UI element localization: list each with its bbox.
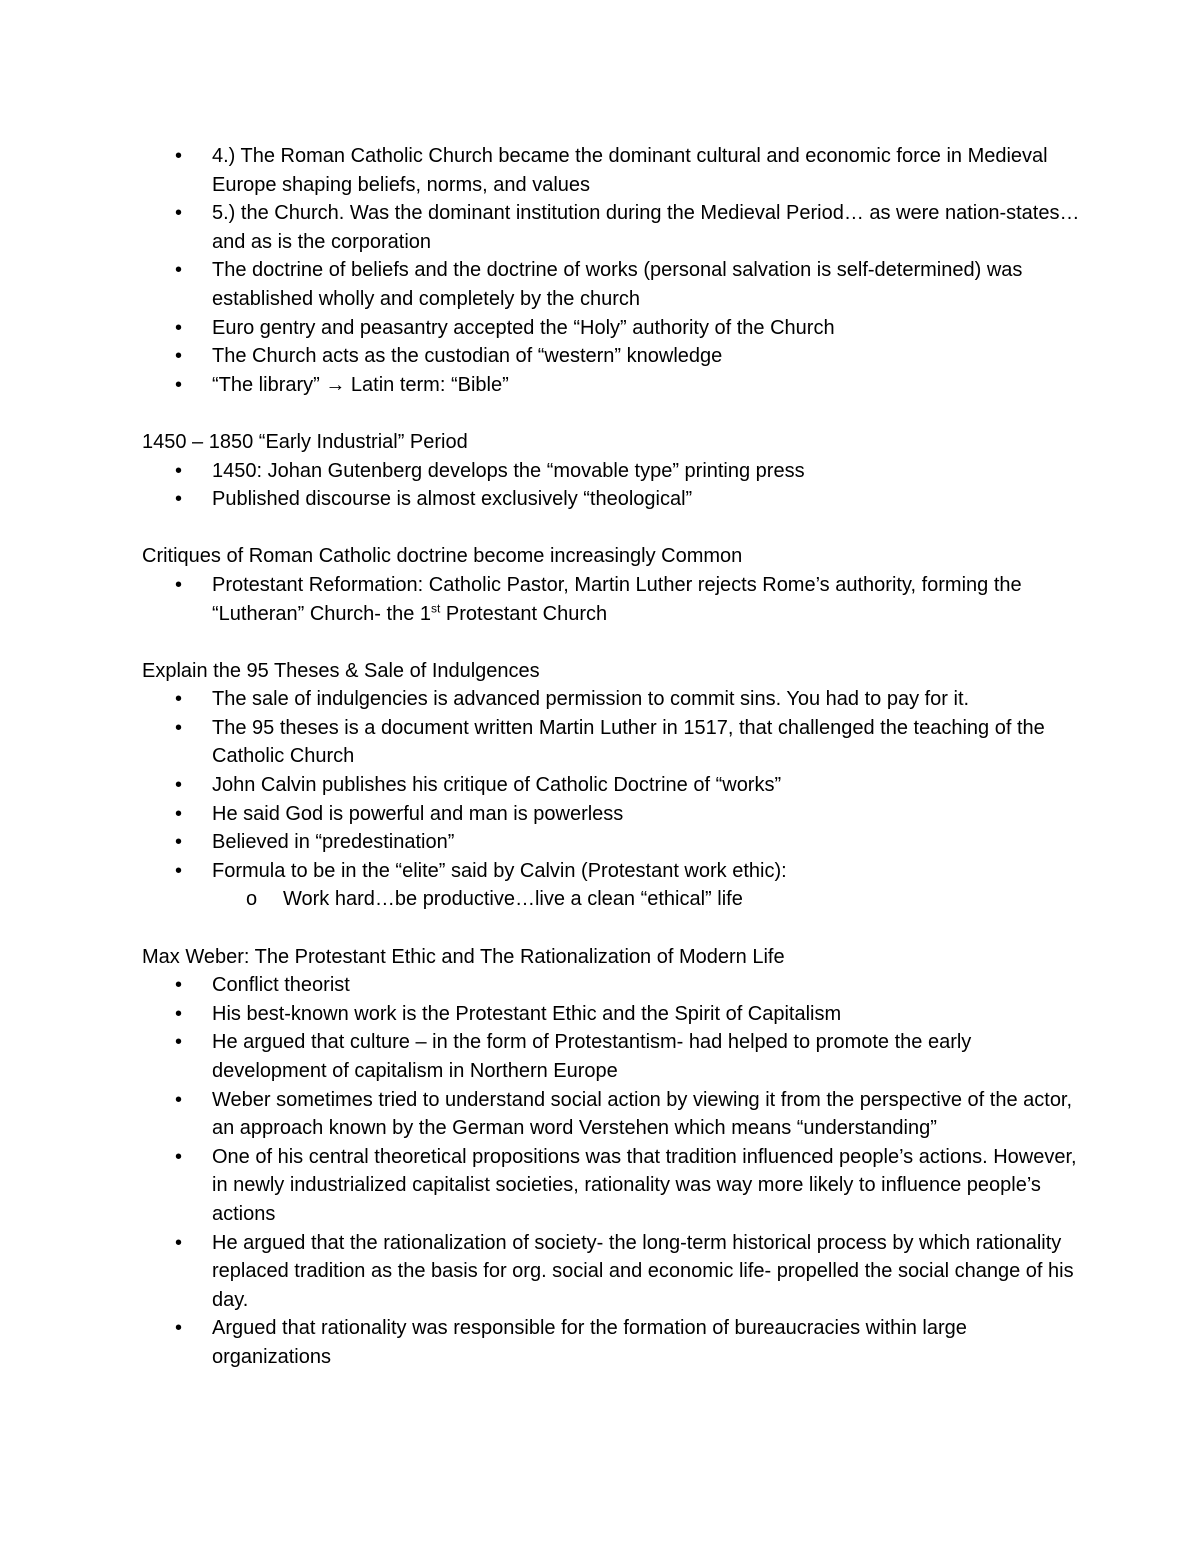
list-item-text: 5.) the Church. Was the dominant institution during the Medieval Period… as were nation-states… and as is the corporation: [212, 202, 1080, 253]
list-item-text: The doctrine of beliefs and the doctrine of works (personal salvation is self-determined) was established wholly and completely by the church: [212, 259, 1023, 310]
list-item-text: Euro gentry and peasantry accepted the “Holy” authority of the Church: [212, 316, 835, 339]
bullet-icon: •: [175, 802, 183, 825]
list-item: [142, 1028, 1082, 1085]
list-item-text: 4.) The Roman Catholic Church became the dominant cultural and economic force in Medieval Europe shaping beliefs, norms, and values: [212, 145, 1048, 196]
bullet-icon: •: [175, 259, 183, 282]
list-item-text: Conflict theorist: [212, 974, 350, 997]
list-item: [142, 256, 1082, 313]
section-heading-critiques: Critiques of Roman Catholic doctrine become increasingly Common: [142, 545, 743, 568]
list-item-text: He argued that culture – in the form of Protestantism- had helped to promote the early development of capitalism in Northern Europe: [212, 1031, 972, 1082]
circle-bullet-icon: o: [246, 888, 258, 911]
superscript: st: [431, 600, 441, 615]
section-heading-95-theses: Explain the 95 Theses & Sale of Indulgences: [142, 659, 540, 682]
list-item-text: Believed in “predestination”: [212, 831, 455, 854]
list-item: [142, 771, 1082, 800]
bullet-icon: •: [175, 831, 183, 854]
list-item: [142, 1000, 1082, 1029]
bullet-icon: •: [175, 716, 183, 739]
spacer: [142, 628, 1082, 657]
list-item-text: Weber sometimes tried to understand social action by viewing it from the perspective of the actor, an approach known by the German word Verstehen which means “understanding”: [212, 1088, 1073, 1140]
list-item: [142, 857, 1082, 914]
list-item-text: Formula to be in the “elite” said by Calvin (Protestant work ethic):: [212, 859, 787, 882]
list-item-text: [212, 574, 1022, 625]
list-item: [142, 485, 1082, 514]
bullet-icon: •: [175, 1231, 183, 1254]
bullet-icon: •: [175, 573, 183, 596]
list-item-text: He argued that the rationalization of society- the long-term historical process by which rationality replaced tradition as the basis for org. social and economic life- propelled the social change of his day.: [212, 1231, 1074, 1311]
list-item: [142, 142, 1082, 199]
list-item-text: The 95 theses is a document written Martin Luther in 1517, that challenged the teaching of the Catholic Church: [212, 716, 1045, 768]
bullet-icon: •: [175, 1031, 183, 1054]
list-item: [142, 314, 1082, 343]
document-page: [142, 142, 1082, 1372]
bullet-icon: •: [175, 488, 183, 511]
bullet-icon: •: [175, 1002, 183, 1025]
bullet-icon: •: [175, 145, 183, 167]
sub-list-item: [212, 885, 1082, 914]
bullet-icon: •: [175, 316, 183, 339]
list-item-text: He said God is powerful and man is powerless: [212, 802, 624, 825]
bullet-icon: •: [175, 1088, 183, 1111]
list-item-text: Published discourse is almost exclusively “theological”: [212, 488, 693, 511]
list-item: [142, 800, 1082, 829]
list-item-text: His best-known work is the Protestant Ethic and the Spirit of Capitalism: [212, 1002, 842, 1025]
list-item: [142, 828, 1082, 857]
list-item: [142, 714, 1082, 771]
bullet-icon: •: [175, 774, 183, 797]
list-item-text: “The library” → Latin term: “Bible”: [212, 373, 509, 396]
list-item: [142, 457, 1082, 486]
bullet-icon: •: [175, 688, 183, 711]
critiques-list: [142, 571, 1082, 628]
list-item: [142, 1229, 1082, 1315]
sub-list-item-text: Work hard…be productive…live a clean “ethical” life: [283, 888, 743, 911]
list-item: [142, 371, 1082, 400]
section-heading-early-industrial: 1450 – 1850 “Early Industrial” Period: [142, 430, 468, 453]
weber-list: [142, 971, 1082, 1371]
bullet-icon: •: [175, 202, 183, 225]
list-item: [142, 1143, 1082, 1229]
list-item-text-main: Protestant Reformation: Catholic Pastor, Martin Luther rejects Rome’s authority, forming the “Lutheran” Church- the 1: [212, 573, 1022, 625]
list-item-text: Argued that rationality was responsible for the formation of bureaucracies within large organizations: [212, 1317, 967, 1368]
sub-list: [212, 885, 1082, 914]
spacer: [142, 399, 1082, 428]
list-item: [142, 199, 1082, 256]
list-item: [142, 571, 1082, 628]
bullet-icon: •: [175, 459, 183, 482]
list-item-text: One of his central theoretical propositions was that tradition influenced people’s actions. However, in newly industrialized capitalist societies, rationality was way more likely to influence people’s actions: [212, 1145, 1077, 1225]
bullet-icon: •: [175, 1317, 183, 1340]
list-item: [142, 971, 1082, 1000]
theses-list: [142, 685, 1082, 914]
bullet-icon: •: [175, 859, 183, 882]
bullet-icon: •: [175, 974, 183, 997]
list-item-text: John Calvin publishes his critique of Catholic Doctrine of “works”: [212, 774, 782, 797]
list-item-text: 1450: Johan Gutenberg develops the “movable type” printing press: [212, 459, 805, 482]
early-industrial-list: [142, 457, 1082, 514]
list-item: [142, 1314, 1082, 1371]
list-item: [142, 1086, 1082, 1143]
bullet-icon: •: [175, 345, 183, 368]
list-item: [142, 685, 1082, 714]
list-item-text: The sale of indulgencies is advanced permission to commit sins. You had to pay for it.: [212, 688, 970, 711]
list-item-text-tail: Protestant Church: [440, 602, 608, 625]
list-item: [142, 342, 1082, 371]
section-heading-max-weber: Max Weber: The Protestant Ethic and The Rationalization of Modern Life: [142, 945, 785, 968]
bullet-icon: •: [175, 1145, 183, 1168]
list-item-text: The Church acts as the custodian of “western” knowledge: [212, 345, 723, 368]
medieval-church-list: [142, 142, 1082, 399]
spacer: [142, 914, 1082, 943]
bullet-icon: •: [175, 373, 183, 396]
spacer: [142, 514, 1082, 543]
